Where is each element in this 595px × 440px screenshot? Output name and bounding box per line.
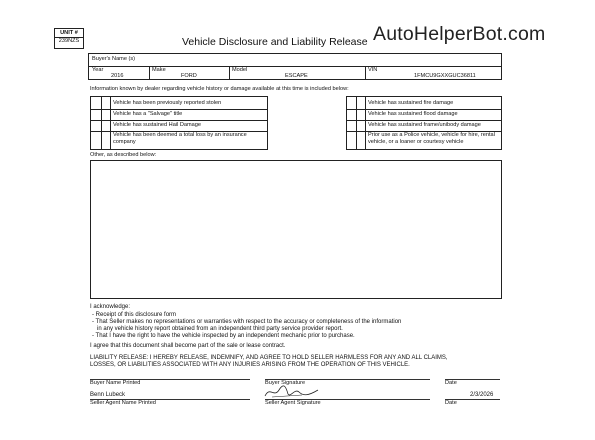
date-label-1: Date: [445, 380, 457, 386]
vin-value: 1FMCU9GXXGUC36811: [414, 73, 476, 79]
other-description-box: [90, 160, 502, 299]
ack-item-3: - That I have the right to have the vehicle inspected by an independent mechanic prior to purchase.: [92, 333, 355, 339]
signature-image: [262, 384, 322, 400]
date-label-2: Date: [445, 400, 457, 406]
other-label: Other, as described below:: [90, 152, 157, 158]
right-checklist: [346, 96, 502, 150]
check-hail: Vehicle has sustained Hail Damage: [113, 122, 201, 128]
seller-agent-signature-label: Seller Agent Signature: [265, 400, 321, 406]
liability-release-line2: LOSSES, OR LIABILITIES ASSOCIATED WITH ANY INJURIES ARISING FROM THE OPERATION OF THIS VEHICLE.: [90, 362, 410, 368]
ack-item-1: - Receipt of this disclosure form: [92, 312, 177, 318]
unit-value: 239NZS: [58, 38, 80, 44]
check-stolen: Vehicle has been previously reported stolen: [113, 100, 222, 106]
model-value: ESCAPE: [285, 73, 308, 79]
document-title: Vehicle Disclosure and Liability Release: [182, 36, 368, 48]
left-checklist: [90, 96, 268, 150]
ack-item-2: - That Seller makes no representations or warranties with respect to the accuracy or completeness of the information: [92, 319, 402, 325]
agent-name-value: Benn Lubeck: [90, 392, 126, 398]
buyer-name-printed-label: Buyer Name Printed: [90, 380, 141, 386]
check-frame: Vehicle has sustained frame/unibody damage: [368, 122, 481, 128]
make-label: Make: [152, 67, 166, 73]
acknowledge-heading: I acknowledge:: [90, 304, 131, 310]
seller-agent-printed-label: Seller Agent Name Printed: [90, 400, 156, 406]
liability-release-line1: LIABILITY RELEASE: I HEREBY RELEASE, INDEMNIFY, AND AGREE TO HOLD SELLER HARMLESS FOR ANY AND ALL CLAIMS,: [90, 355, 448, 361]
check-salvage: Vehicle has a "Salvage" title: [113, 111, 183, 117]
unit-number-box: [54, 28, 84, 49]
check-total-loss: Vehicle has been deemed a total loss by an insurance company: [113, 132, 247, 145]
check-flood: Vehicle has sustained flood damage: [368, 111, 458, 117]
make-value: FORD: [181, 73, 197, 79]
year-label: Year: [92, 67, 104, 73]
info-known-text: Information known by dealer regarding vehicle history or damage available at this time is included below:: [90, 86, 349, 92]
check-fire: Vehicle has sustained fire damage: [368, 100, 454, 106]
vin-label: VIN: [368, 67, 378, 73]
watermark: AutoHelperBot.com: [373, 23, 546, 45]
date-value: 2/3/2026: [470, 392, 494, 398]
model-label: Model: [232, 67, 248, 73]
vehicle-info-form: [88, 53, 502, 80]
unit-label: UNIT #: [55, 30, 83, 38]
ack-item-2-cont: in any vehicle history report obtained from an independent third party service provider report.: [92, 326, 343, 332]
agree-text: I agree that this document shall become part of the sale or lease contract.: [90, 343, 286, 349]
year-value: 2016: [111, 73, 124, 79]
buyers-name-label: Buyer's Name (s): [92, 56, 136, 62]
check-prior-use: Prior use as a Police vehicle, vehicle for hire, rental vehicle, or a loaner or courtesy vehicle: [368, 132, 495, 145]
buyer-signature-label: Buyer Signature: [265, 380, 306, 386]
